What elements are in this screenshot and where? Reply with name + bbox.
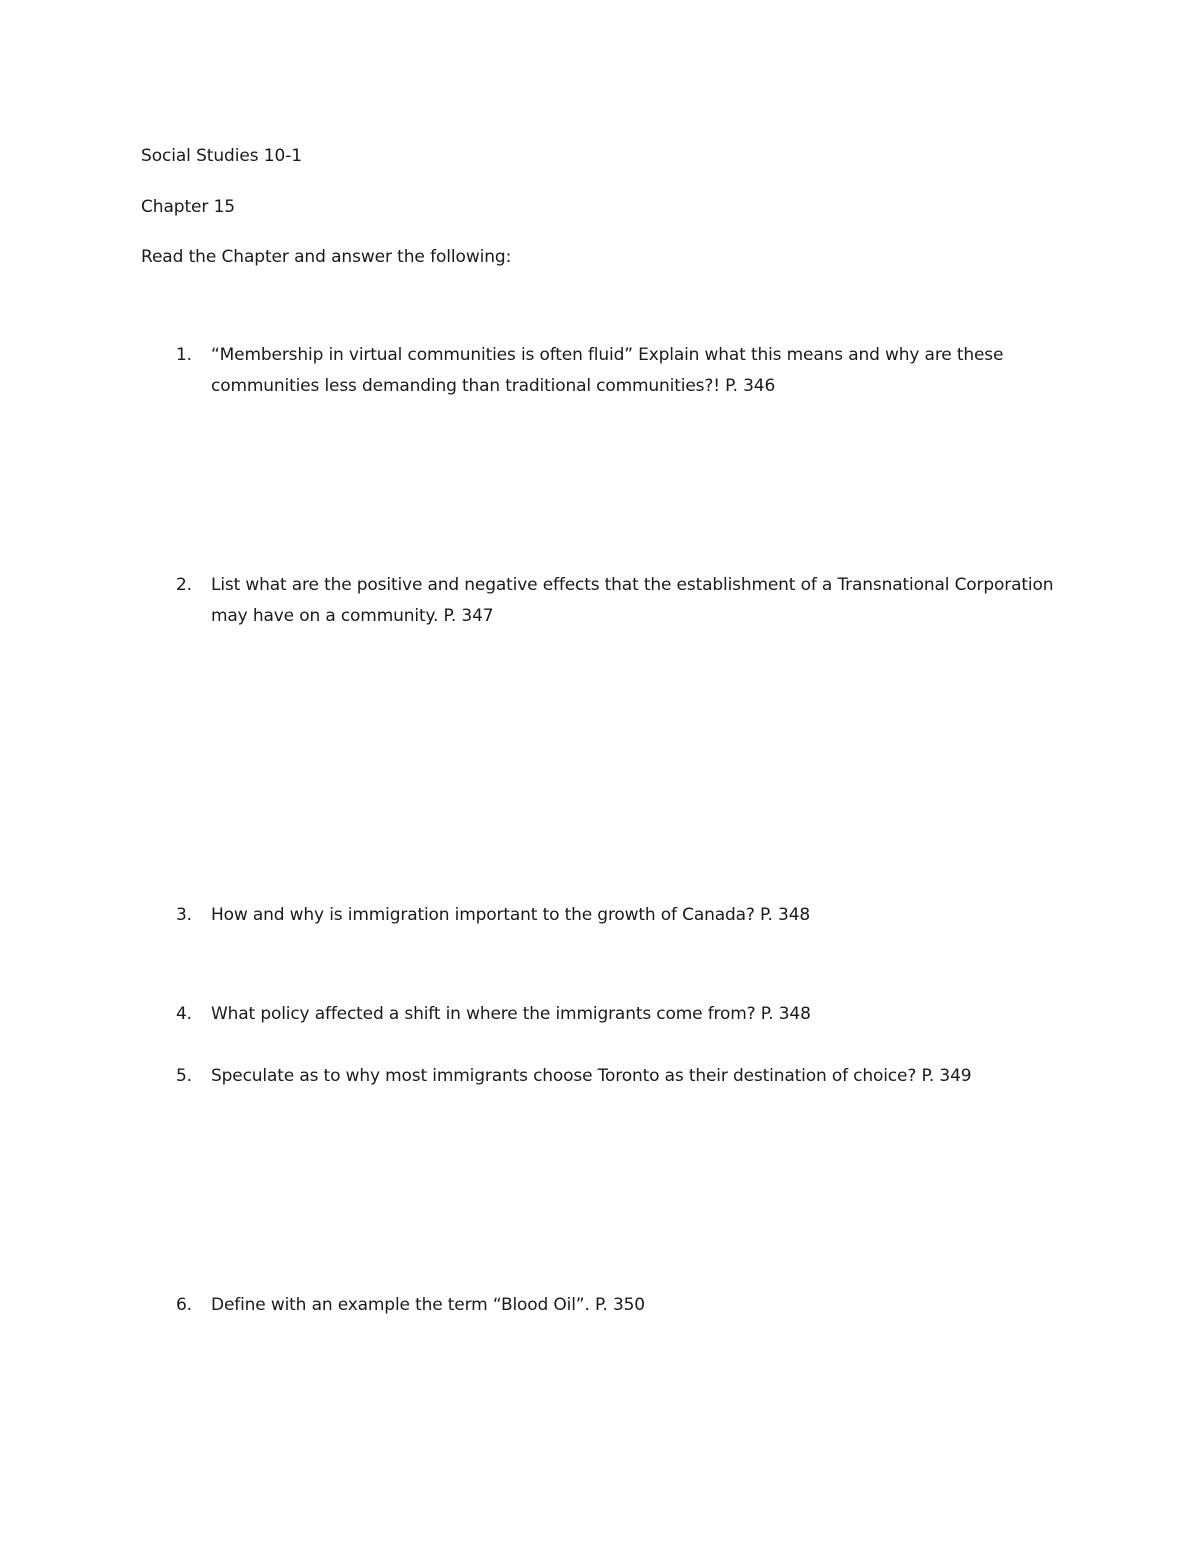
question-1 xyxy=(176,340,1076,402)
question-text: Define with an example the term “Blood Oil”. P. 350 xyxy=(211,1295,645,1315)
question-text: “Membership in virtual communities is often fluid” Explain what this means and why are these communities less demanding than traditional communities?! P. 346 xyxy=(211,345,1004,396)
question-4 xyxy=(176,999,1076,1030)
question-2 xyxy=(176,570,1076,632)
question-number: 2. xyxy=(176,575,192,595)
question-number: 4. xyxy=(176,1004,192,1024)
question-5 xyxy=(176,1061,1076,1092)
question-text: Speculate as to why most immigrants choose Toronto as their destination of choice? P. 349 xyxy=(211,1066,972,1086)
question-text: What policy affected a shift in where the immigrants come from? P. 348 xyxy=(211,1004,811,1024)
question-number: 6. xyxy=(176,1295,192,1315)
course-title: Social Studies 10-1 xyxy=(141,146,302,166)
question-6 xyxy=(176,1290,1076,1321)
question-text: How and why is immigration important to the growth of Canada? P. 348 xyxy=(211,905,811,925)
question-number: 5. xyxy=(176,1066,192,1086)
question-3 xyxy=(176,900,1076,931)
question-number: 3. xyxy=(176,905,192,925)
chapter-title: Chapter 15 xyxy=(141,197,236,217)
question-number: 1. xyxy=(176,345,192,365)
question-text: List what are the positive and negative effects that the establishment of a Transnational Corporation may have on a community. P. 347 xyxy=(211,575,1054,626)
instructions: Read the Chapter and answer the following: xyxy=(141,247,512,267)
